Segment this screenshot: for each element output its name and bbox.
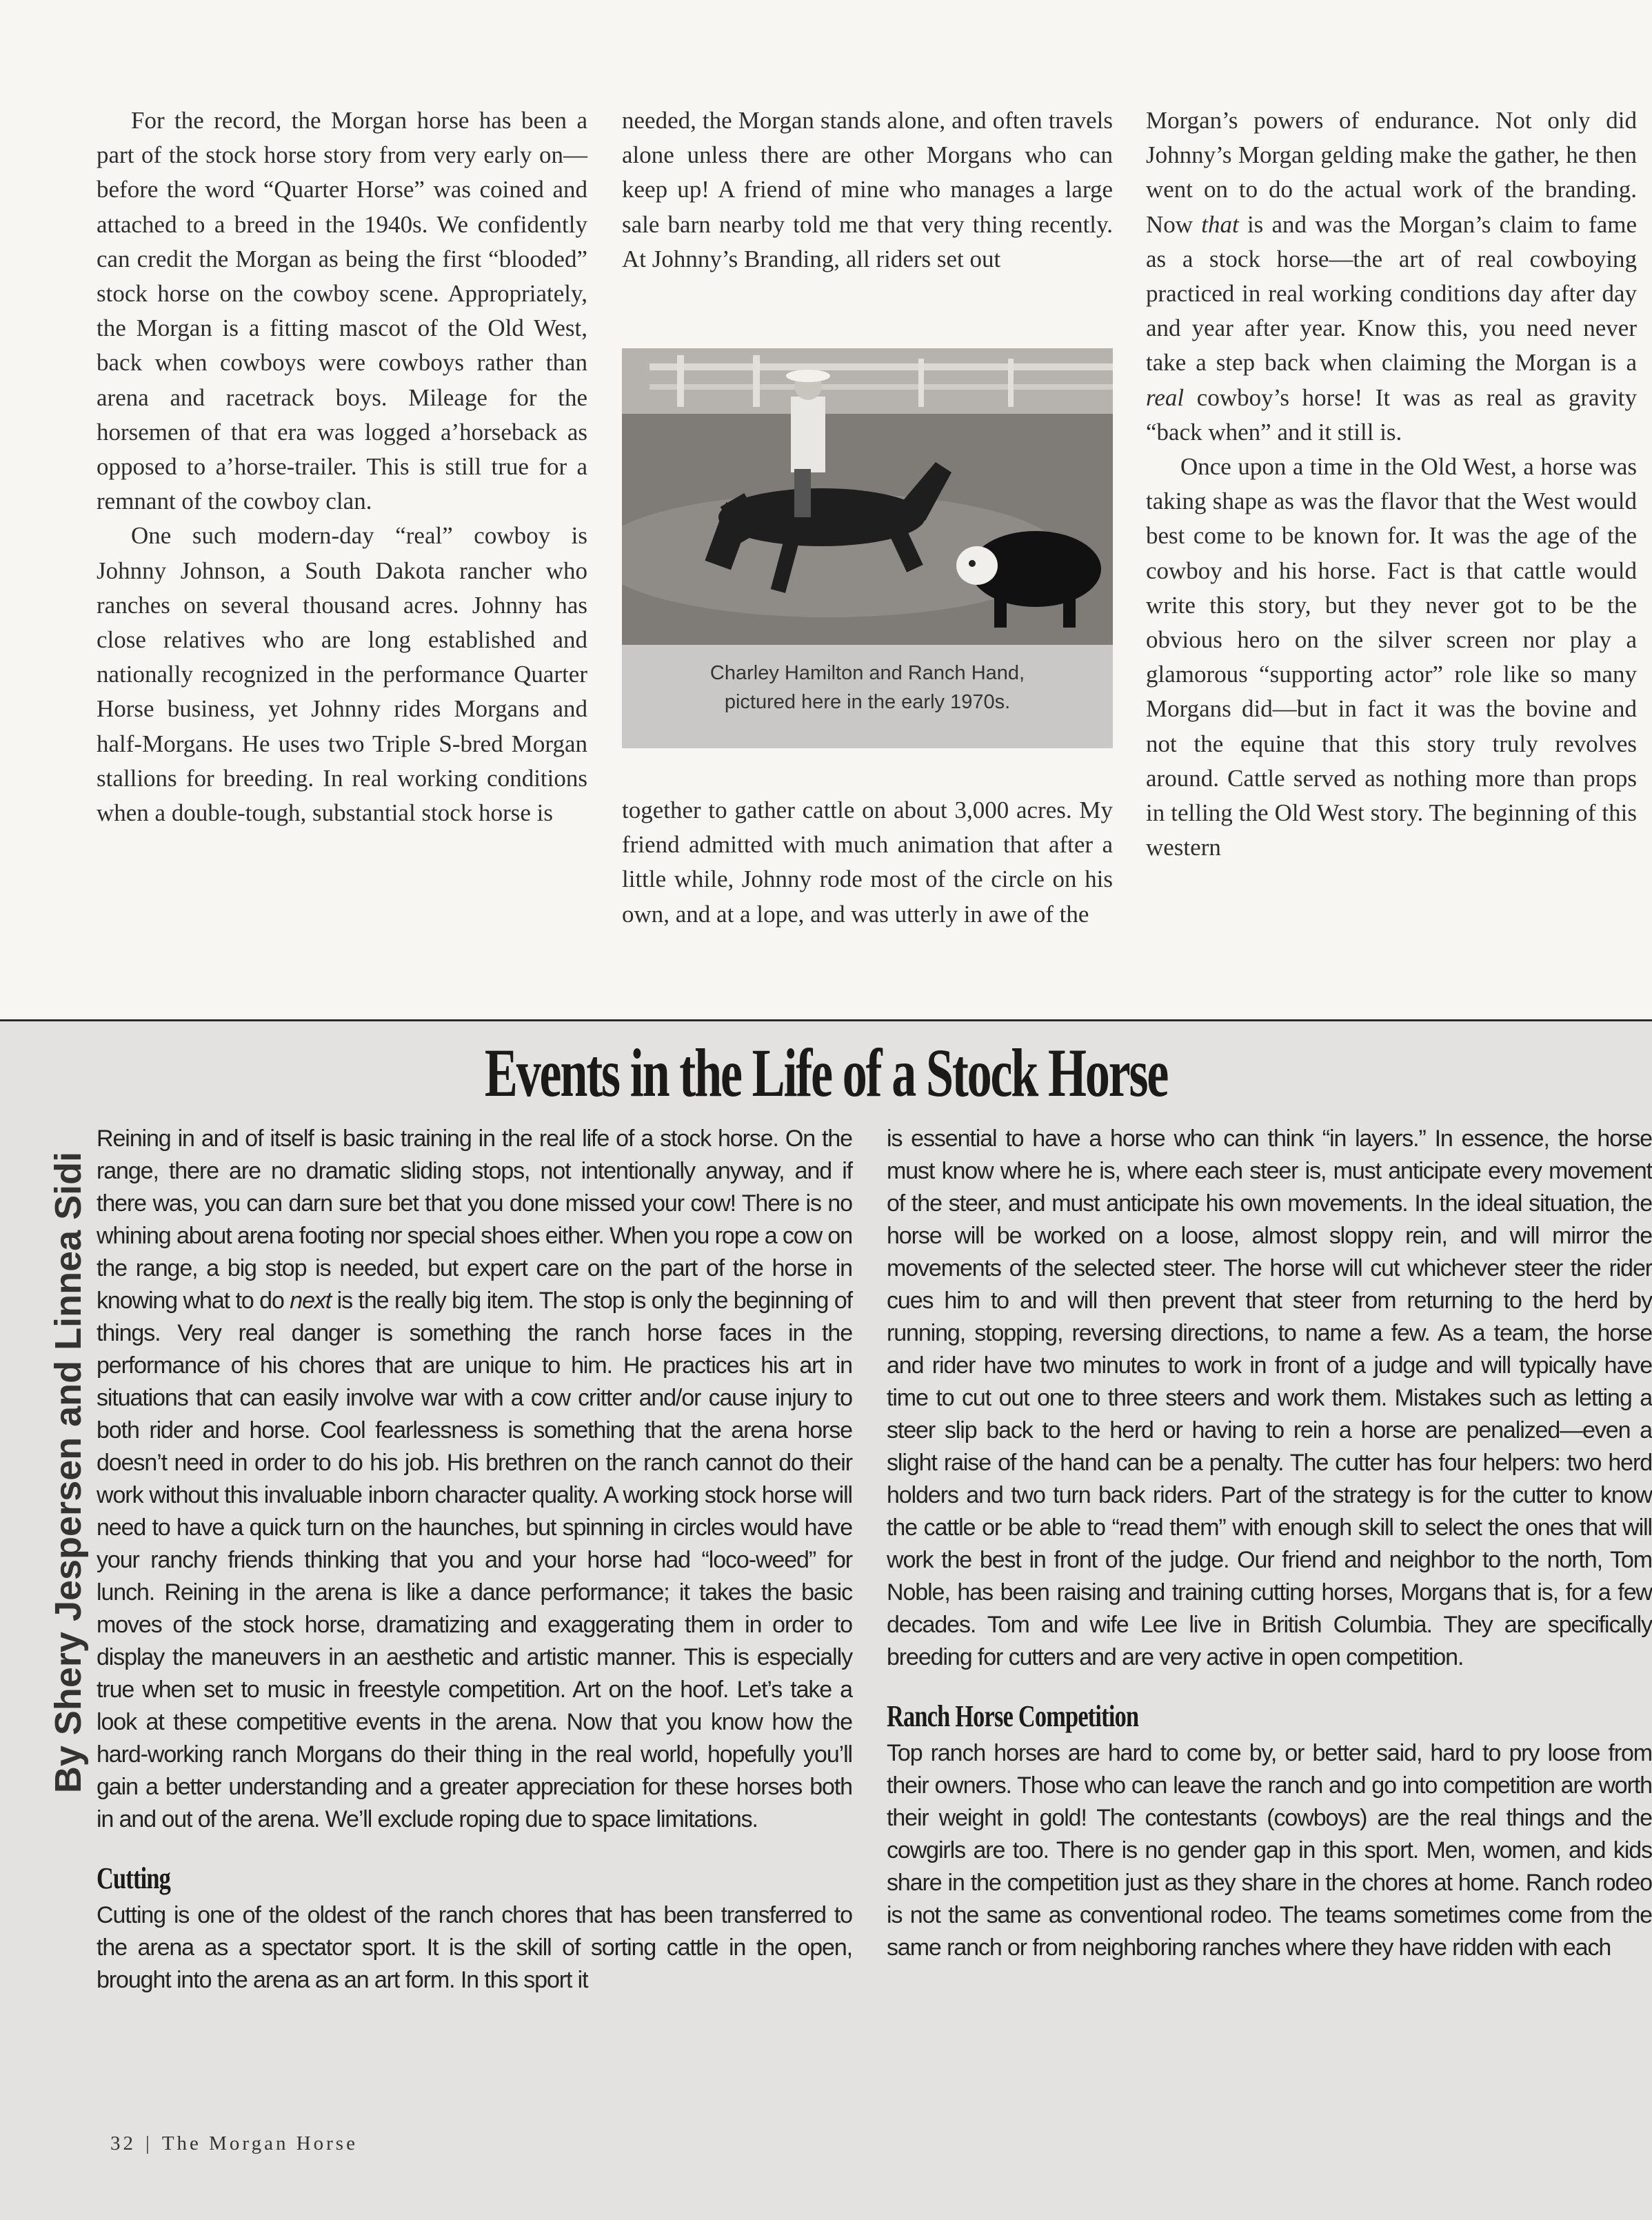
paragraph: Morgan’s powers of endurance. Not only did Johnny’s Morgan gelding make the gather, he then went on to do the actual work of the branding. Now that is and was the Morgan’s claim to fame as a stock horse—the art of real cowboying practiced in real working conditions day after day and year after year. Know this, you need never take a step back when claiming the Morgan is a real cowboy’s horse! It was as real as gravity “back when” and it still is. — [1146, 107, 1637, 446]
caption-line-2: pictured here in the early 1970s. — [724, 691, 1011, 713]
sidebar-column-2 — [887, 1123, 1652, 1964]
horse-and-cow-illustration — [622, 348, 1113, 645]
photo-caption — [622, 659, 1113, 717]
footer-separator: | — [145, 2132, 152, 2154]
caption-line-1: Charley Hamilton and Ranch Hand, — [709, 662, 1025, 684]
magazine-name: The Morgan Horse — [161, 2132, 358, 2154]
ranch-horse-competition-heading: Ranch Horse Competition — [887, 1699, 1139, 1733]
article-column-2-bottom — [622, 793, 1113, 932]
paragraph: Reining in and of itself is basic training in the real life of a stock horse. On the range, there are no dramatic sliding stops, not intentionally anyway, and if there was, you can darn sure bet that you done missed your cow! There is no whining about arena footing nor special shoes either. When you rope a cow on the range, a big stop is needed, but expert care on the part of the horse in knowing what to do next is the really big item. The stop is only the beginning of things. Very real danger is something the ranch horse faces in the performance of his chores that are unique to him. He practices his art in situations that can easily involve war with a cow critter and/or cause injury to both rider and horse. Cool fearlessness is something that the arena horse doesn’t need in order to do his job. His brethren on the ranch cannot do their work without this invaluable inborn character quality. A working stock horse will need to have a quick turn on the haunches, but spinning in circles would have your ranchy friends thinking that you and your horse had “loco-weed” for lunch. Reining in the arena is like a dance performance; it takes the basic moves of the stock horse, dramatizing and exaggerating them in order to display the maneuvers in an aesthetic and artistic manner. This is especially true when set to music in freestyle competition. Art on the hoof. Let’s take a look at these competitive events in the arena. Now that you know how the hard-working ranch Morgans do their thing in the real world, hopefully you’ll gain a better understanding and a greater appreciation for these horses both in and out of the arena. We’ll exclude roping due to space limitations. — [97, 1126, 852, 1832]
paragraph: Top ranch horses are hard to come by, or better said, hard to pry loose from their owners. Those who can leave the ranch and go into competition are worth their weight in gold! The contestants (cowboys) are the real things and the cowgirls are too. There is no gender gap in this sport. Men, women, and kids share in the competition just as they share in the chores at home. Ranch rodeo is not the same as conventional rodeo. The teams sometimes come from the same ranch or from neighboring ranches where they have ridden with each — [887, 1740, 1652, 1961]
paragraph: together to gather cattle on about 3,000 acres. My friend admitted with much animation that after a little while, Johnny rode most of the circle on his own, and at a lope, and was utterly in awe of the — [622, 797, 1113, 928]
page-number: 32 — [110, 2132, 136, 2154]
page-footer — [110, 2132, 358, 2155]
article-column-2-top — [622, 103, 1113, 277]
article-column-3 — [1146, 103, 1637, 865]
paragraph: Once upon a time in the Old West, a horse was taking shape as was the flavor that the West would best come to be known for. It was the age of the cowboy and his horse. Fact is that cattle would write this story, but they never got to be the obvious hero on the silver screen nor play a glamorous “supporting actor” role like so many Morgans did—but in fact it was the bovine and not the equine that this story truly revolves around. Cattle served as nothing more than props in telling the Old West story. The beginning of this western — [1146, 453, 1637, 861]
byline: By Shery Jespersen and Linnea Sidi — [48, 1151, 89, 1794]
photo-figure — [622, 348, 1113, 748]
sidebar-title: Events in the Life of a Stock Horse — [484, 1034, 1168, 1111]
ranch-photo — [622, 348, 1113, 645]
paragraph: is essential to have a horse who can think “in layers.” In essence, the horse must know where he is, where each steer is, must anticipate every movement of the steer, and must anticipate his own movements. In the ideal situation, the horse will be worked on a loose, almost sloppy rein, and will mirror the movements of the selected steer. The horse will cut whichever steer the rider cues him to and will then prevent that steer from returning to the herd by running, stopping, reversing directions, to name a few. As a team, the horse and rider have two minutes to work in front of a judge and will typically have time to cut out one to three steers and work them. Mistakes such as letting a steer slip back to the herd or having to rein a horse are penalized—even a slight raise of the hand can be a penalty. The cutter has four helpers: two herd holders and two turn back riders. Part of the strategy is for the cutter to know the cattle or be able to “read them” with enough skill to select the ones that will work the best in front of the judge. Our friend and neighbor to the north, Tom Noble, has been raising and training cutting horses, Morgans that is, for a few decades. Tom and wife Lee live in British Columbia. They are specifically breeding for cutters and are very active in open competition. — [887, 1126, 1652, 1670]
paragraph: Cutting is one of the oldest of the ranch chores that has been transferred to the arena as a spectator sport. It is the skill of sorting cattle in the open, brought into the arena as an art form. In this sport it — [97, 1902, 852, 1993]
paragraph: For the record, the Morgan horse has been a part of the stock horse story from very early on—before the word “Quarter Horse” was coined and attached to a breed in the 1940s. We confidently can credit the Morgan as being the first “blooded” stock horse on the cowboy scene. Appropriately, the Morgan is a fitting mascot of the Old West, back when cowboys were cowboys rather than arena and racetrack boys. Mileage for the horsemen of that era was logged a’horseback as opposed to a’horse-trailer. This is still true for a remnant of the cowboy clan. — [97, 107, 587, 515]
article-column-1 — [97, 103, 587, 830]
sidebar-column-1 — [97, 1123, 852, 1997]
cutting-heading: Cutting — [97, 1861, 171, 1895]
paragraph: needed, the Morgan stands alone, and often travels alone unless there are other Morgans who can keep up! A friend of mine who manages a large sale barn nearby told me that very thing recently. At Johnny’s Branding, all riders set out — [622, 107, 1113, 272]
paragraph: One such modern-day “real” cowboy is Johnny Johnson, a South Dakota rancher who ranches on several thousand acres. Johnny has close relatives who are long established and nationally recognized in the performance Quarter Horse business, yet Johnny rides Morgans and half-Morgans. He uses two Triple S-bred Morgan stallions for breeding. In real working conditions when a double-tough, substantial stock horse is — [97, 522, 587, 827]
